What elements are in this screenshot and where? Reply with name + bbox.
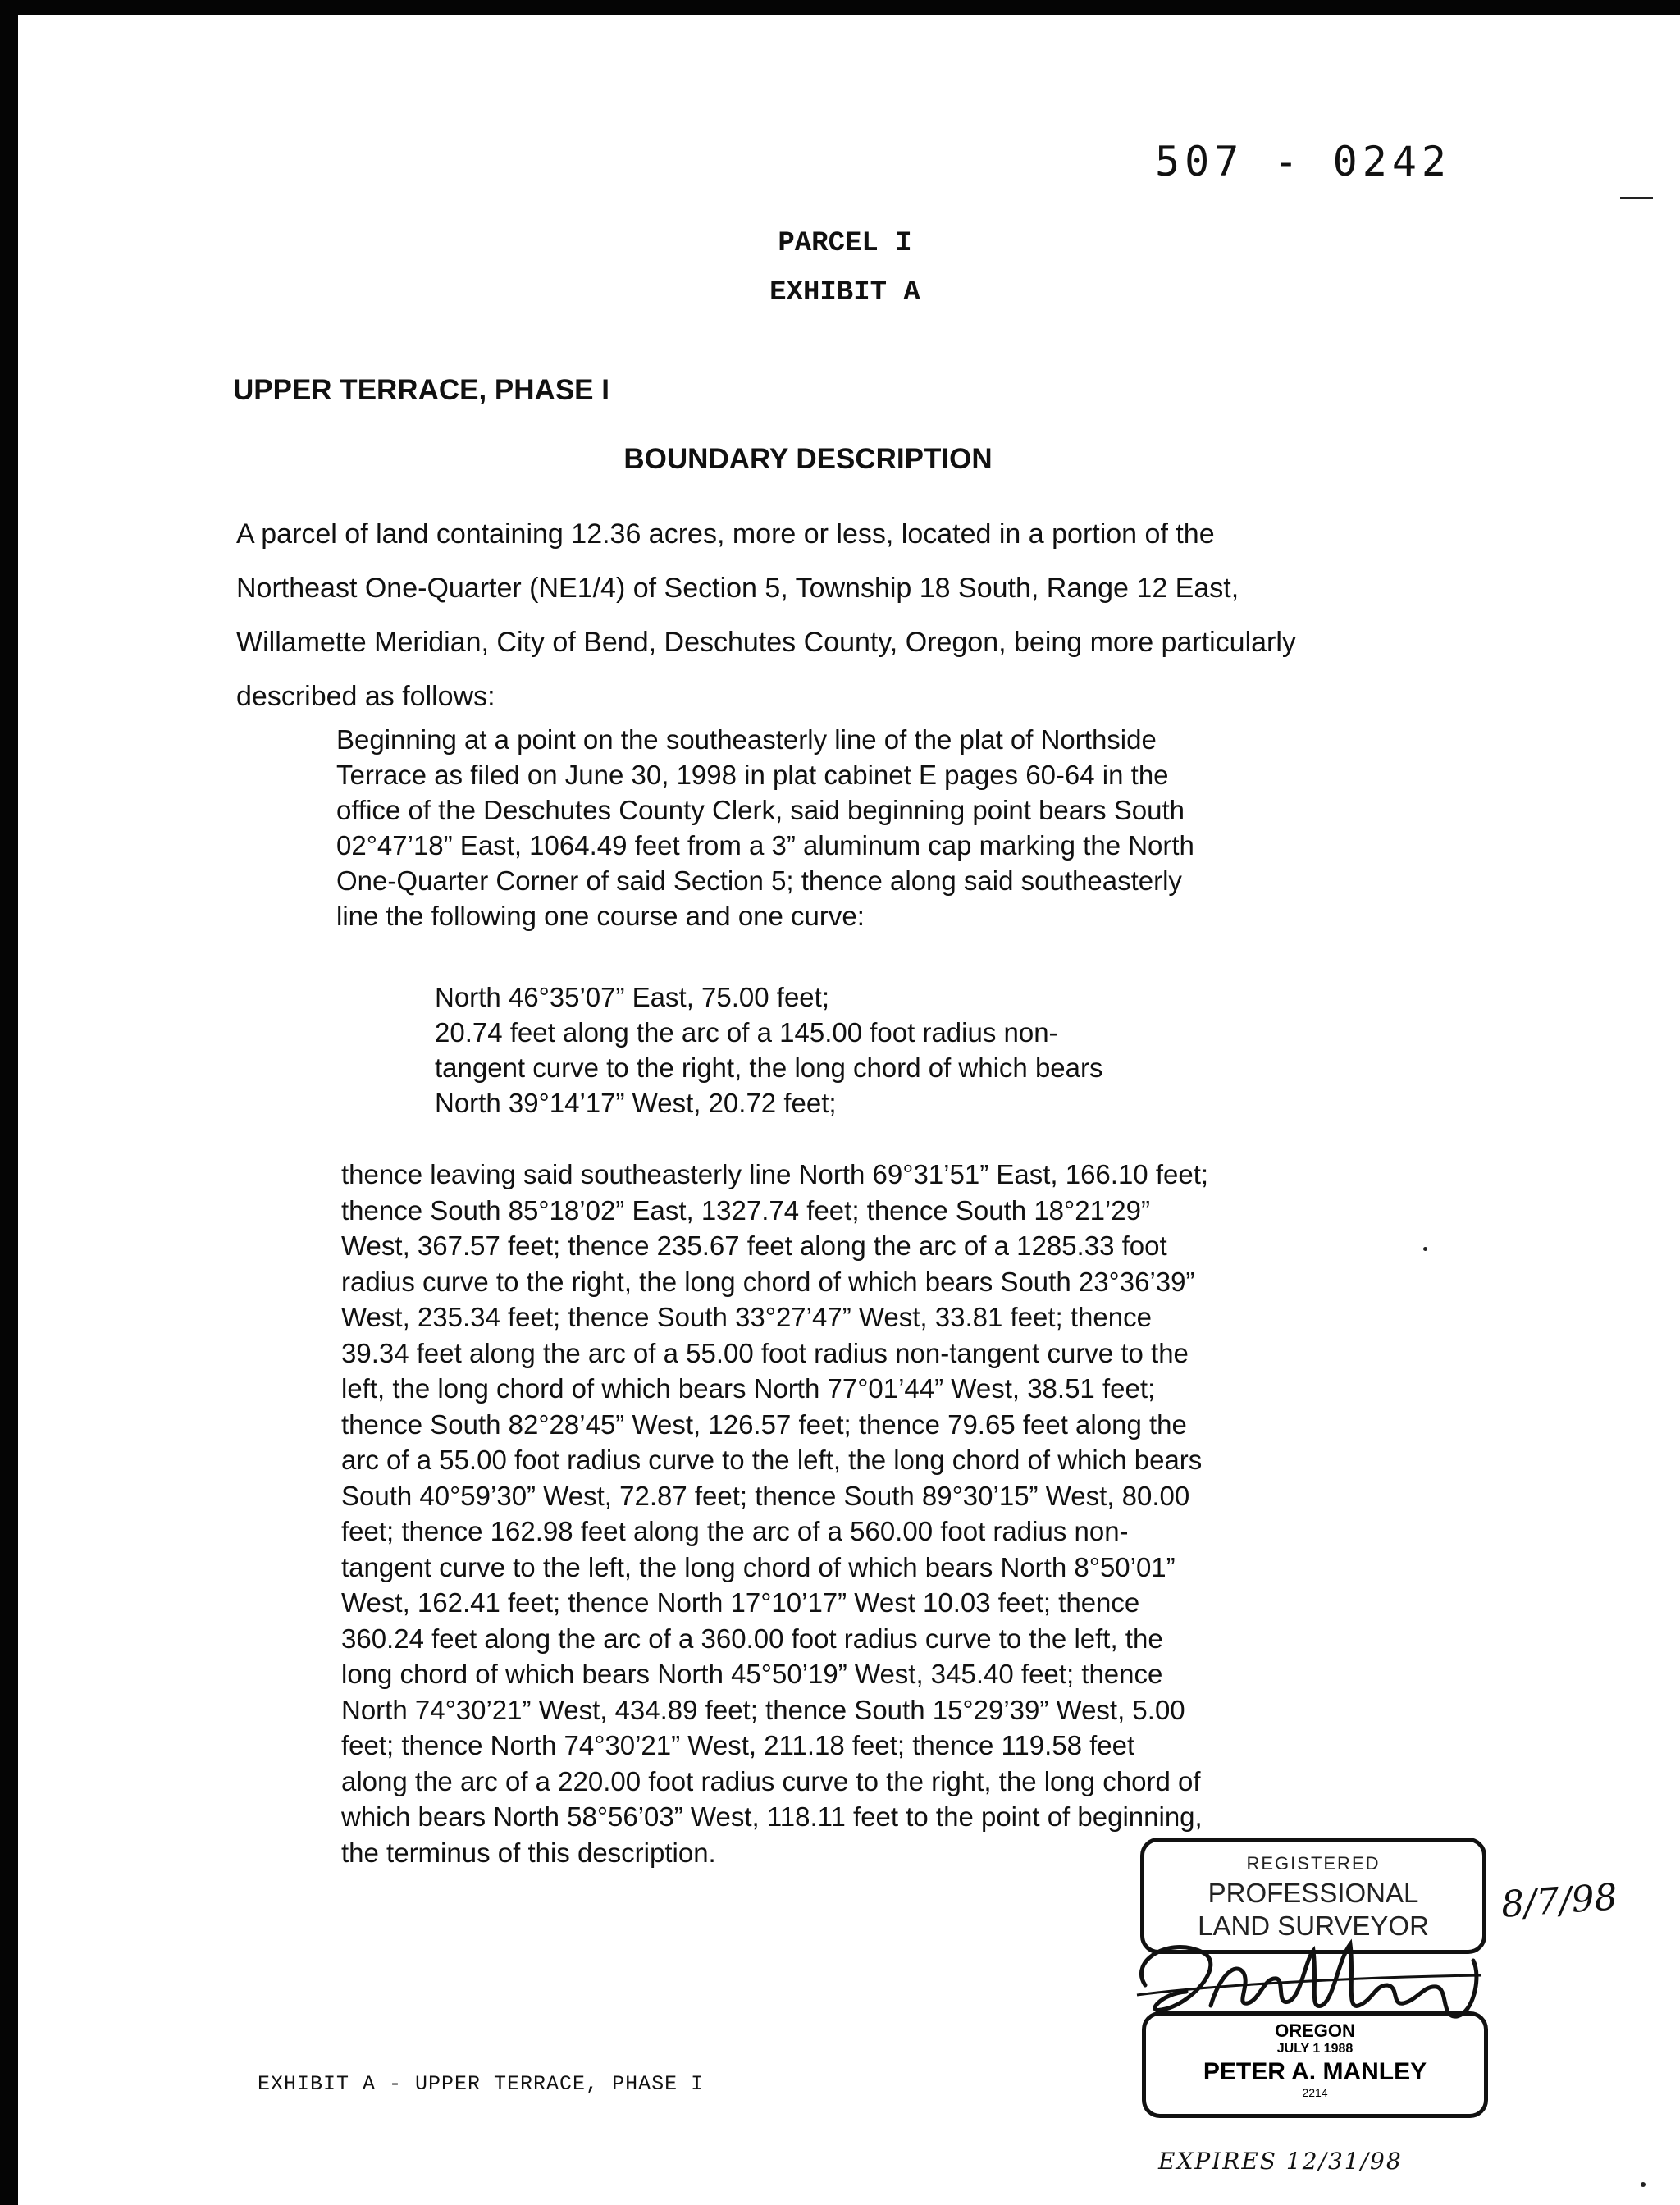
parcel-title: PARCEL I — [778, 228, 912, 259]
beginning-line: Terrace as filed on June 30, 1998 in plat cabinet E pages 60-64 in the — [336, 760, 1169, 790]
handwritten-date: 8/7/98 — [1500, 1876, 1619, 1926]
stamp-land-surveyor: LAND SURVEYOR — [1198, 1911, 1429, 1941]
scan-speck — [1641, 2182, 1646, 2187]
description-line: long chord of which bears North 45°50’19” West, 345.40 feet; thence — [341, 1659, 1163, 1689]
scan-border-top — [0, 0, 1680, 15]
intro-line: Willamette Meridian, City of Bend, Deschutes County, Oregon, being more particularly — [236, 627, 1296, 658]
beginning-line: line the following one course and one curve: — [336, 901, 865, 931]
description-line: which bears North 58°56’03” West, 118.11 feet to the point of beginning, — [341, 1801, 1203, 1832]
stamp-surveyor-name: PETER A. MANLEY — [1203, 2058, 1427, 2085]
intro-line: described as follows: — [236, 681, 495, 712]
project-heading: UPPER TERRACE, PHASE I — [233, 374, 609, 406]
description-line: along the arc of a 220.00 foot radius curve to the right, the long chord of — [341, 1765, 1201, 1796]
description-line: West, 162.41 feet; thence North 17°10’17” West 10.03 feet; thence — [341, 1587, 1140, 1618]
stamp-bottom-box — [1142, 2011, 1488, 2118]
page-footer: EXHIBIT A - UPPER TERRACE, PHASE I — [258, 2072, 705, 2096]
description-line: 360.24 feet along the arc of a 360.00 foot radius curve to the left, the — [341, 1623, 1163, 1654]
description-line: the terminus of this description. — [341, 1837, 716, 1868]
exhibit-title: EXHIBIT A — [769, 277, 920, 308]
scan-speck — [1620, 197, 1653, 199]
description-line: thence South 82°28’45” West, 126.57 feet; thence 79.65 feet along the — [341, 1408, 1187, 1440]
description-line: left, the long chord of which bears North 77°01’44” West, 38.51 feet; — [341, 1373, 1156, 1404]
scan-border-left — [0, 0, 18, 2205]
beginning-line: Beginning at a point on the southeasterly line of the plat of Northside — [336, 724, 1157, 755]
stamp-registered: REGISTERED — [1246, 1853, 1381, 1874]
description-line: feet; thence North 74°30’21” West, 211.18 feet; thence 119.58 feet — [341, 1730, 1135, 1760]
description-line: South 40°59’30” West, 72.87 feet; thence South 89°30’15” West, 80.00 — [341, 1480, 1190, 1511]
description-line: arc of a 55.00 foot radius curve to the left, the long chord of which bears — [341, 1445, 1203, 1475]
beginning-paragraph — [336, 722, 1280, 934]
description-line: West, 367.57 feet; thence 235.67 feet along the arc of a 1285.33 foot — [341, 1230, 1167, 1261]
description-paragraph — [341, 1157, 1293, 1870]
intro-line: Northeast One-Quarter (NE1/4) of Section 5, Township 18 South, Range 12 East, — [236, 573, 1239, 604]
stamp-professional: PROFESSIONAL — [1208, 1878, 1419, 1908]
description-line: North 74°30’21” West, 434.89 feet; thence South 15°29’39” West, 5.00 — [341, 1694, 1185, 1725]
course-line: North 46°35’07” East, 75.00 feet; — [435, 982, 829, 1012]
description-line: tangent curve to the left, the long chord of which bears North 8°50’01” — [341, 1551, 1176, 1582]
course-line: tangent curve to the right, the long chord of which bears — [435, 1052, 1103, 1083]
section-heading: BOUNDARY DESCRIPTION — [623, 443, 993, 475]
course-line: North 39°14’17” West, 20.72 feet; — [435, 1088, 837, 1118]
stamp-state: OREGON — [1275, 2020, 1355, 2041]
description-line: radius curve to the right, the long chord of which bears South 23°36’39” — [341, 1266, 1195, 1297]
course-list — [435, 979, 1271, 1121]
intro-line: A parcel of land containing 12.36 acres, more or less, located in a portion of the — [236, 518, 1215, 550]
scan-speck — [1423, 1247, 1427, 1251]
stamp-date: JULY 1 1988 — [1276, 2042, 1354, 2056]
description-line: 39.34 feet along the arc of a 55.00 foot radius non-tangent curve to the — [341, 1337, 1189, 1368]
beginning-line: office of the Deschutes County Clerk, said beginning point bears South — [336, 795, 1185, 825]
intro-paragraph — [236, 507, 1401, 724]
course-line: 20.74 feet along the arc of a 145.00 foot radius non- — [435, 1017, 1058, 1048]
description-line: feet; thence 162.98 feet along the arc of a 560.00 foot radius non- — [341, 1516, 1129, 1546]
description-line: thence South 85°18’02” East, 1327.74 feet; thence South 18°21’29” — [341, 1194, 1150, 1226]
handwritten-signature — [1112, 1928, 1490, 2026]
expiration-note: EXPIRES 12/31/98 — [1158, 2148, 1403, 2175]
description-line: thence leaving said southeasterly line North 69°31’51” East, 166.10 feet; — [341, 1159, 1209, 1189]
beginning-line: One-Quarter Corner of said Section 5; thence along said southeasterly — [336, 865, 1182, 896]
stamp-license-number: 2214 — [1302, 2086, 1328, 2099]
beginning-line: 02°47’18” East, 1064.49 feet from a 3” aluminum cap marking the North — [336, 830, 1194, 861]
document-number: 507 - 0242 — [1155, 138, 1452, 185]
description-line: West, 235.34 feet; thence South 33°27’47” West, 33.81 feet; thence — [341, 1302, 1152, 1332]
